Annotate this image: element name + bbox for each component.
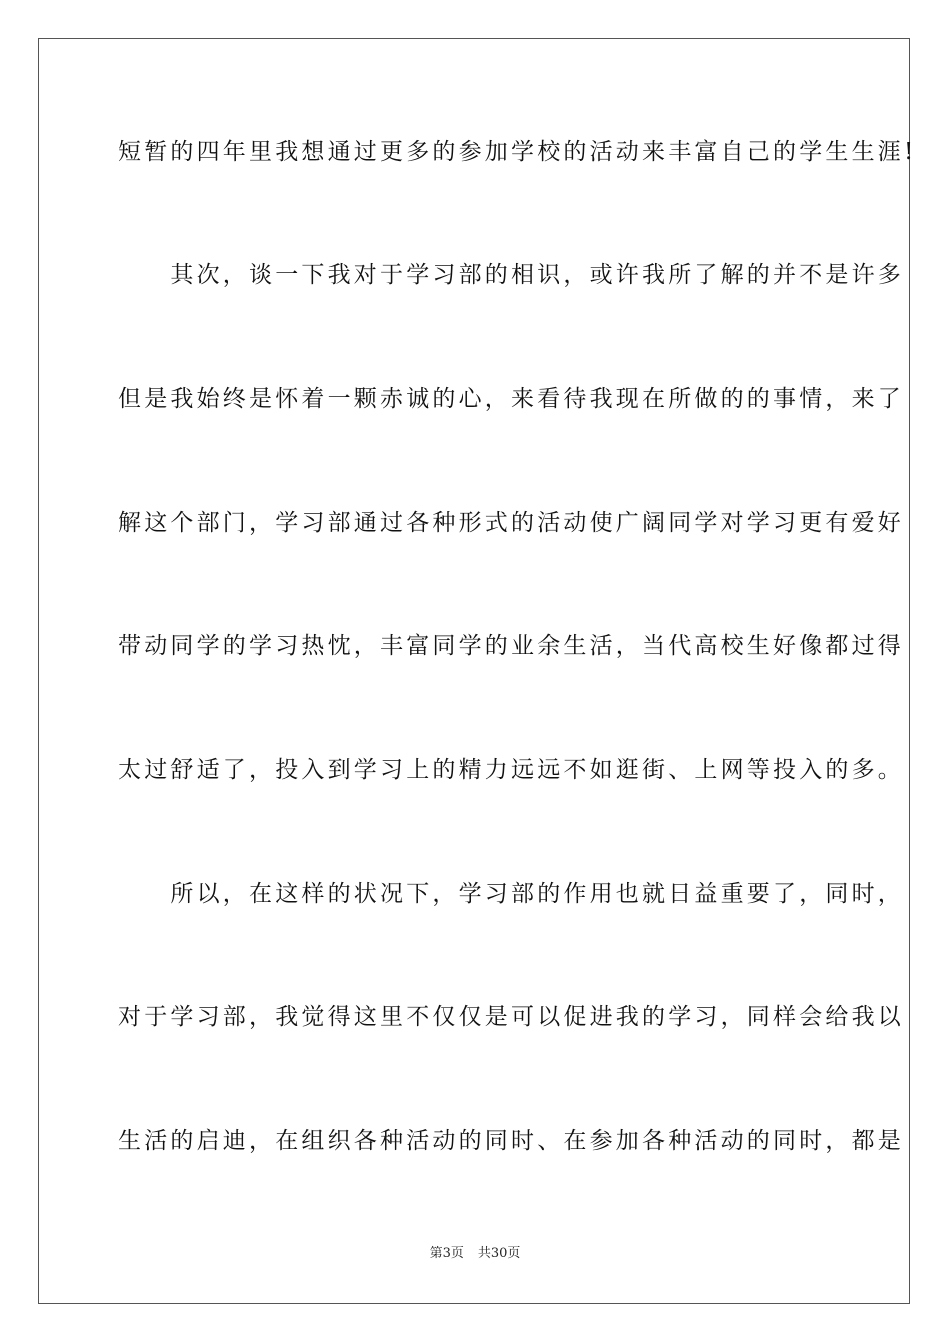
text-line: 生活的启迪，在组织各种活动的同时、在参加各种活动的同时，都是 xyxy=(118,1128,904,1154)
text-line: 所以，在这样的状况下，学习部的作用也就日益重要了，同时， xyxy=(118,881,904,907)
total-pages: 共30页 xyxy=(477,1246,521,1261)
text-line: 其次，谈一下我对于学习部的相识，或许我所了解的并不是许多 xyxy=(118,262,904,288)
page-number: 第3页 xyxy=(429,1246,464,1261)
text-line: 解这个部门，学习部通过各种形式的活动使广阔同学对学习更有爱好 xyxy=(118,510,904,536)
page-footer xyxy=(0,1246,950,1262)
text-line: 太过舒适了，投入到学习上的精力远远不如逛街、上网等投入的多。 xyxy=(118,757,904,783)
text-line: 带动同学的学习热忱，丰富同学的业余生活，当代高校生好像都过得 xyxy=(118,633,904,659)
text-line: 但是我始终是怀着一颗赤诚的心，来看待我现在所做的的事情，来了 xyxy=(118,386,904,412)
text-line: 对于学习部，我觉得这里不仅仅是可以促进我的学习，同样会给我以 xyxy=(118,1004,904,1030)
text-line: 短暂的四年里我想通过更多的参加学校的活动来丰富自己的学生生涯! xyxy=(118,139,917,165)
page-frame xyxy=(38,38,917,1304)
